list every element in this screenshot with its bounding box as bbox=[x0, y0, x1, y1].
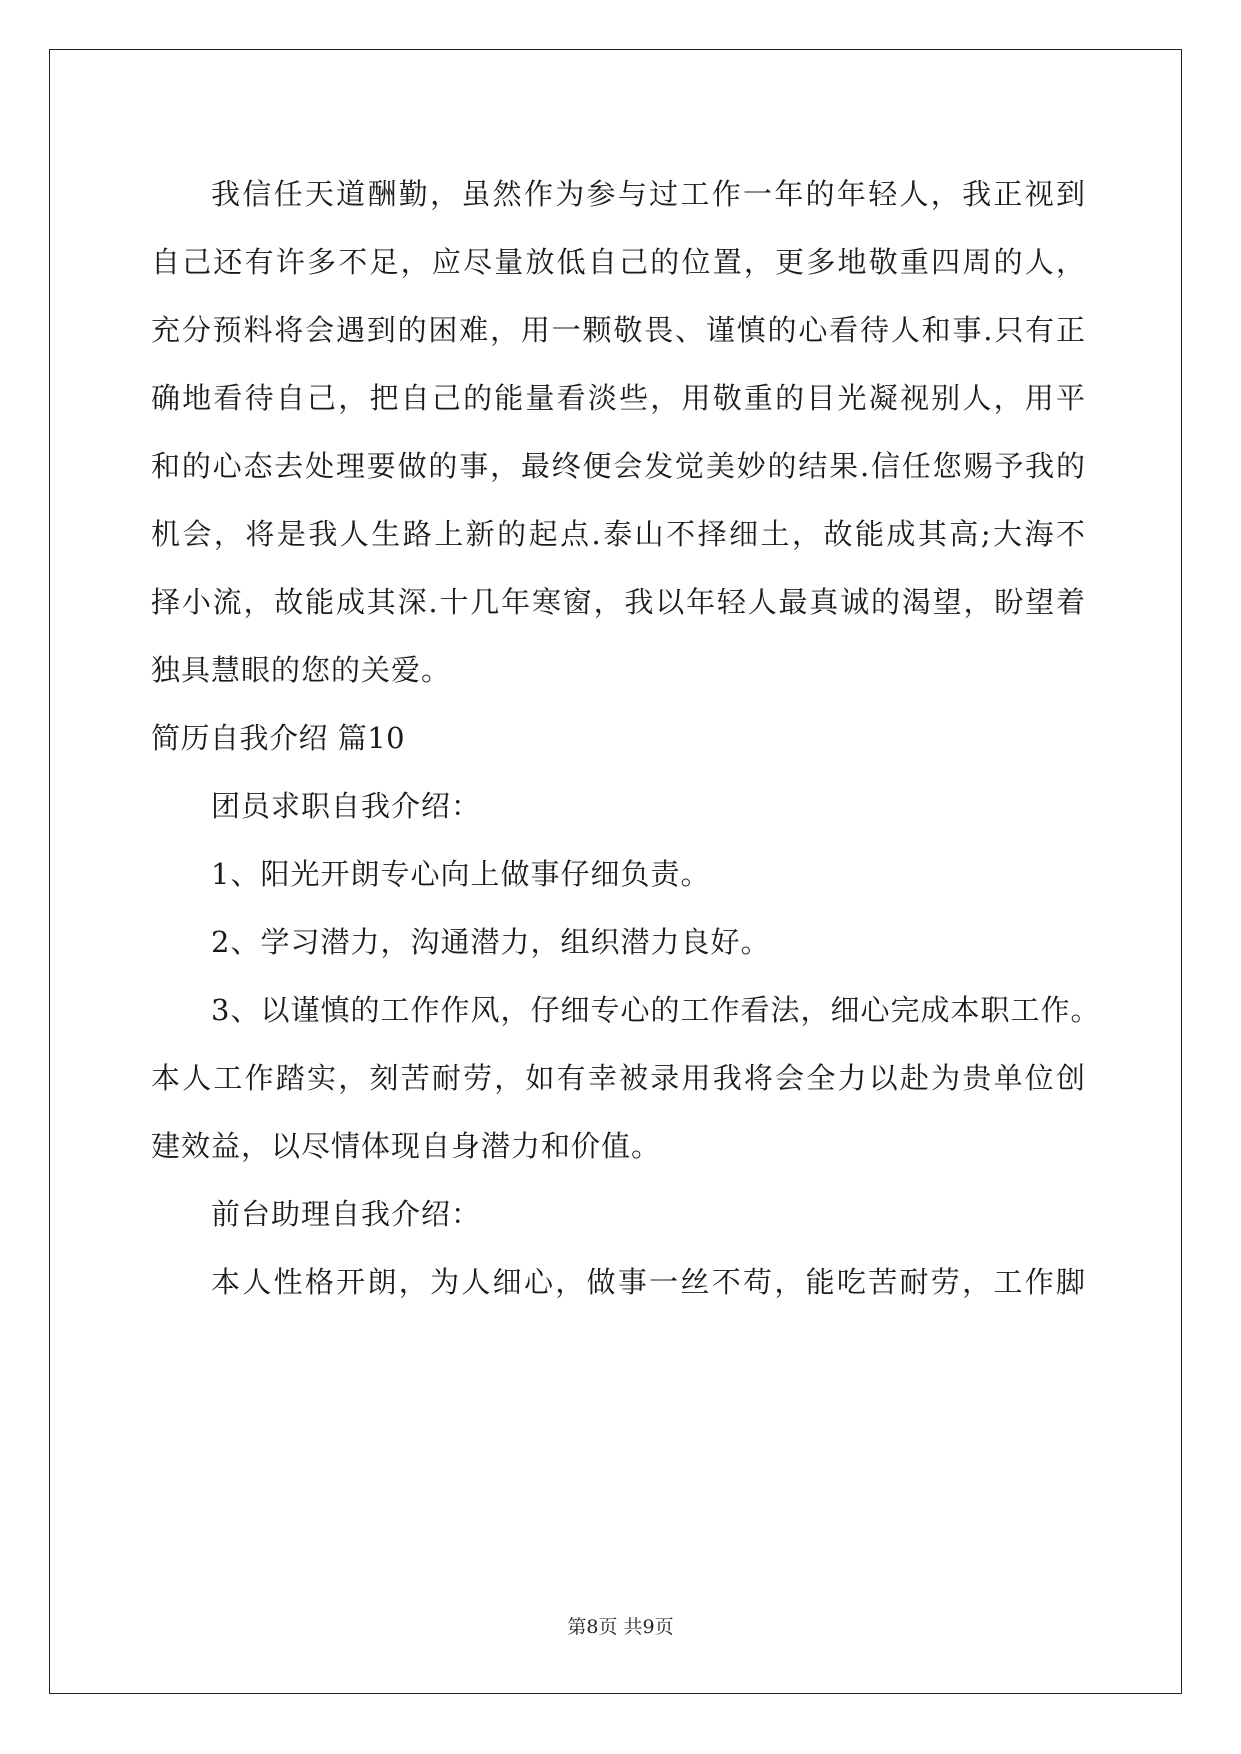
paragraph-line: 确地看待自己，把自己的能量看淡些，用敬重的目光凝视别人，用平 bbox=[151, 381, 1086, 415]
paragraph-line: 建效益，以尽情体现自身潜力和价值。 bbox=[151, 1129, 662, 1163]
list-item: 3、以谨慎的工作作风，仔细专心的工作看法，细心完成本职工作。 bbox=[211, 993, 1101, 1027]
paragraph-line: 团员求职自我介绍： bbox=[211, 789, 482, 823]
paragraph-line: 机会，将是我人生路上新的起点.泰山不择细土，故能成其高;大海不 bbox=[151, 517, 1086, 551]
paragraph-line: 本人性格开朗，为人细心，做事一丝不苟，能吃苦耐劳，工作脚 bbox=[211, 1265, 1086, 1299]
page-number: 第8页 共9页 bbox=[567, 1616, 674, 1638]
paragraph-line: 自己还有许多不足，应尽量放低自己的位置，更多地敬重四周的人， bbox=[151, 245, 1086, 279]
paragraph-line: 前台助理自我介绍： bbox=[211, 1197, 482, 1231]
document-body bbox=[151, 160, 1101, 1316]
list-item: 1、阳光开朗专心向上做事仔细负责。 bbox=[211, 857, 711, 891]
section-heading: 简历自我介绍 篇10 bbox=[151, 721, 406, 755]
paragraph-line: 我信任天道酬勤，虽然作为参与过工作一年的年轻人，我正视到 bbox=[211, 177, 1086, 211]
list-item: 2、学习潜力，沟通潜力，组织潜力良好。 bbox=[211, 925, 771, 959]
paragraph-line: 充分预料将会遇到的困难，用一颗敬畏、谨慎的心看待人和事.只有正 bbox=[151, 313, 1086, 347]
paragraph-line: 本人工作踏实，刻苦耐劳，如有幸被录用我将会全力以赴为贵单位创 bbox=[151, 1061, 1086, 1095]
paragraph-line: 独具慧眼的您的关爱。 bbox=[151, 653, 452, 687]
paragraph-line: 择小流，故能成其深.十几年寒窗，我以年轻人最真诚的渴望，盼望着 bbox=[151, 585, 1086, 619]
paragraph-line: 和的心态去处理要做的事，最终便会发觉美妙的结果.信任您赐予我的 bbox=[151, 449, 1086, 483]
